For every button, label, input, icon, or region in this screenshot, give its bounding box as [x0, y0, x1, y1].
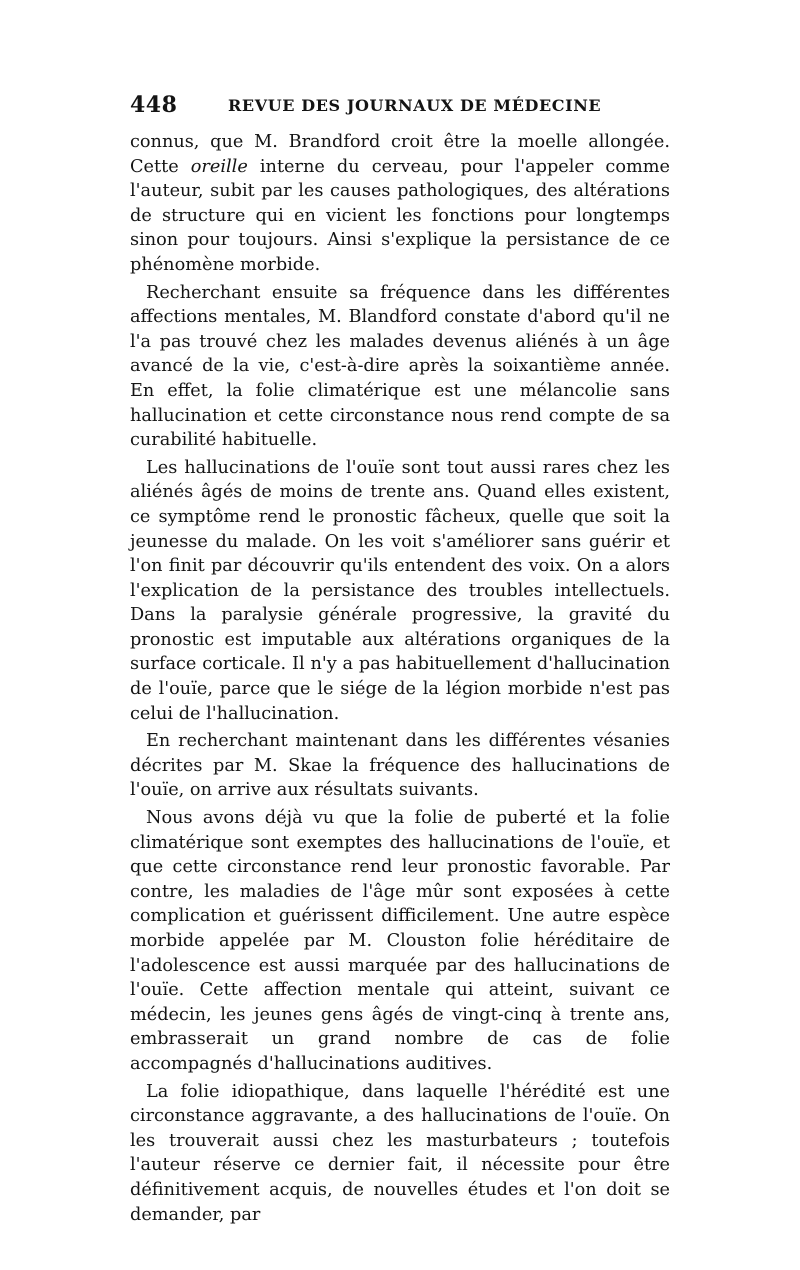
paragraph-5: Nous avons déjà vu que la folie de puberté et la folie climatérique sont exemptes des hallucinations de l'ouïe, et que cette circonstance rend leur pronostic favorable. Par contre, les maladies de l'âge mûr sont exposées à cette complication et guérissent difficilement. Une autre espèce morbide appelée par M. Clouston folie héréditaire de l'adolescence est aussi marquée par des hallucinations de l'ouïe. Cette affection mentale qui atteint, suivant ce médecin, les jeunes gens âgés de vingt-cinq à trente ans, embrasserait un grand nombre de cas de folie accompagnés d'hallucinations auditives. — [130, 808, 670, 1074]
body-text — [130, 130, 670, 1230]
paragraph-1-after: interne du cerveau, pour l'appeler comme l'auteur, subit par les causes pathologiques, des altérations de structure qui en vicient les fonctions pour longtemps sinon pour toujours. Ainsi s'explique la persistance de ce phénomène morbide. — [130, 156, 670, 275]
running-head: REVUE DES JOURNAUX DE MÉDECINE — [228, 96, 602, 115]
page-header — [130, 92, 675, 122]
paragraph-2: Recherchant ensuite sa fréquence dans les différentes affections mentales, M. Blandford constate d'abord qu'il ne l'a pas trouvé chez les malades devenus aliénés à un âge avancé de la vie, c'est-à-dire après la soixantième année. En effet, la folie climatérique est une mélancolie sans hallucination et cette circonstance nous rend compte de sa curabilité habituelle. — [130, 282, 670, 451]
paragraph-3: Les hallucinations de l'ouïe sont tout aussi rares chez les aliénés âgés de moins de trente ans. Quand elles existent, ce symptôme rend le pronostic fâcheux, quelle que soit la jeunesse du malade. On les voit s'améliorer sans guérir et l'on finit par découvrir qu'ils entendent des voix. On a alors l'explication de la persistance des troubles intellectuels. Dans la paralysie générale progressive, la gravité du pronostic est imputable aux altérations organiques de la surface corticale. Il n'y a pas habituellement d'hallucination de l'ouïe, parce que le siége de la légion morbide n'est pas celui de l'hallucination. — [130, 457, 670, 724]
paragraph-1 — [130, 130, 670, 278]
paragraph-4: En recherchant maintenant dans les différentes vésanies décrites par M. Skae la fréquence des hallucinations de l'ouïe, on arrive aux résultats suivants. — [130, 731, 670, 801]
paragraph-1-before: connus, que M. Brandford croit être la moelle allongée. Cette — [130, 132, 670, 177]
paragraph-6: La folie idiopathique, dans laquelle l'hérédité est une circonstance aggravante, a des hallucinations de l'ouïe. On les trouverait aussi chez les masturbateurs ; toutefois l'auteur réserve ce dernier fait, il nécessite pour être définitivement acquis, de nouvelles études et l'on doit se demander, par — [130, 1081, 670, 1225]
paragraph-1-italic-word: oreille — [190, 156, 248, 177]
page-number: 448 — [130, 92, 178, 118]
